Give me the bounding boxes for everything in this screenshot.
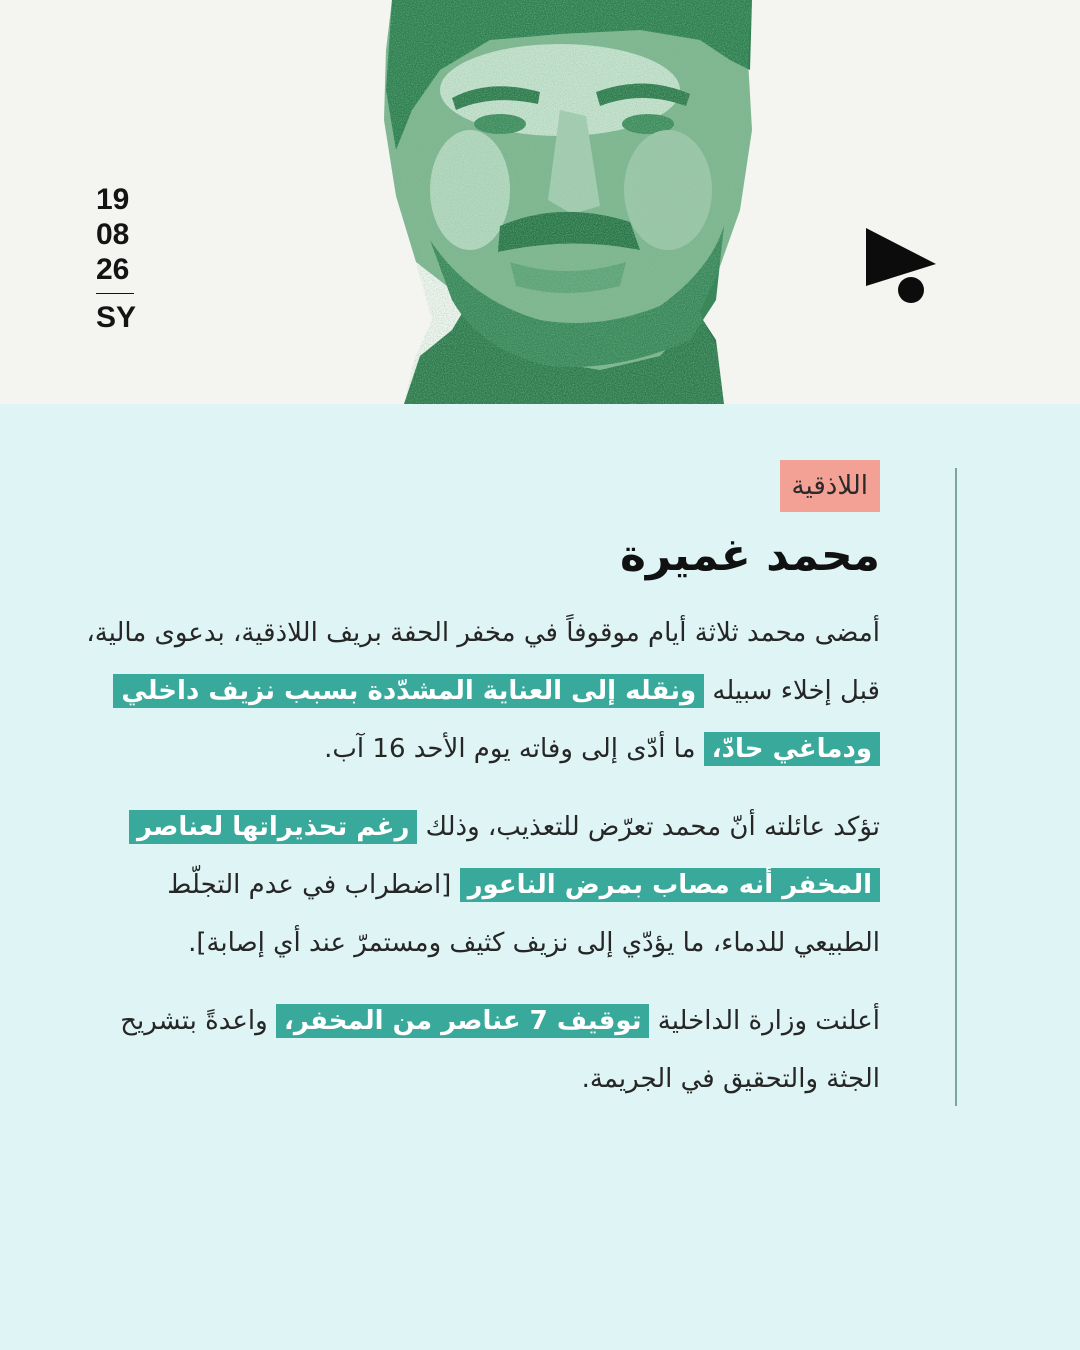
article-column — [78, 460, 880, 1128]
paragraph-2 — [78, 798, 880, 972]
date-month: 08 — [96, 218, 130, 251]
highlighted-phrase: توقيف 7 عناصر من المخفر، — [276, 1004, 650, 1038]
paragraph-1 — [78, 604, 880, 778]
highlighted-phrase: ونقله إلى العناية المشدّدة بسبب نزيف داخلي ودماغي حادّ، — [113, 674, 880, 766]
city-tag: اللاذقية — [780, 460, 880, 512]
paragraph-text: أعلنت وزارة الداخلية — [649, 1006, 880, 1036]
paragraph-text: ما أدّى إلى وفاته يوم الأحد 16 آب. — [324, 734, 704, 764]
vertical-rule — [955, 468, 957, 1106]
date-stamp — [96, 182, 137, 335]
photo-band — [0, 0, 1080, 404]
paragraph-text: [اضطراب في عدم التجلّط الطبيعي للدماء، ما يؤدّي إلى نزيف كثيف ومستمرّ عند أي إصابة]. — [167, 870, 880, 958]
paragraph-text: واعدةً بتشريح الجثة والتحقيق في الجريمة. — [120, 1006, 880, 1094]
date-day: 19 — [96, 183, 130, 216]
person-name: محمد غميرة — [619, 530, 880, 581]
paragraph-3 — [78, 992, 880, 1108]
country-code: SY — [96, 301, 137, 334]
portrait-photo — [0, 0, 1080, 404]
date-divider — [96, 293, 134, 294]
highlighted-phrase: رغم تحذيراتها لعناصر المخفر أنه مصاب بمرض الناعور — [129, 810, 880, 902]
date-year: 26 — [96, 253, 130, 286]
paragraph-text: تؤكد عائلته أنّ محمد تعرّض للتعذيب، وذلك — [417, 812, 880, 842]
play-dot-logo-icon — [864, 226, 938, 304]
paragraph-text: أمضى محمد ثلاثة أيام موقوفاً في مخفر الحفة بريف اللاذقية، بدعوى مالية، قبل إخلاء سبيله — [86, 618, 880, 706]
